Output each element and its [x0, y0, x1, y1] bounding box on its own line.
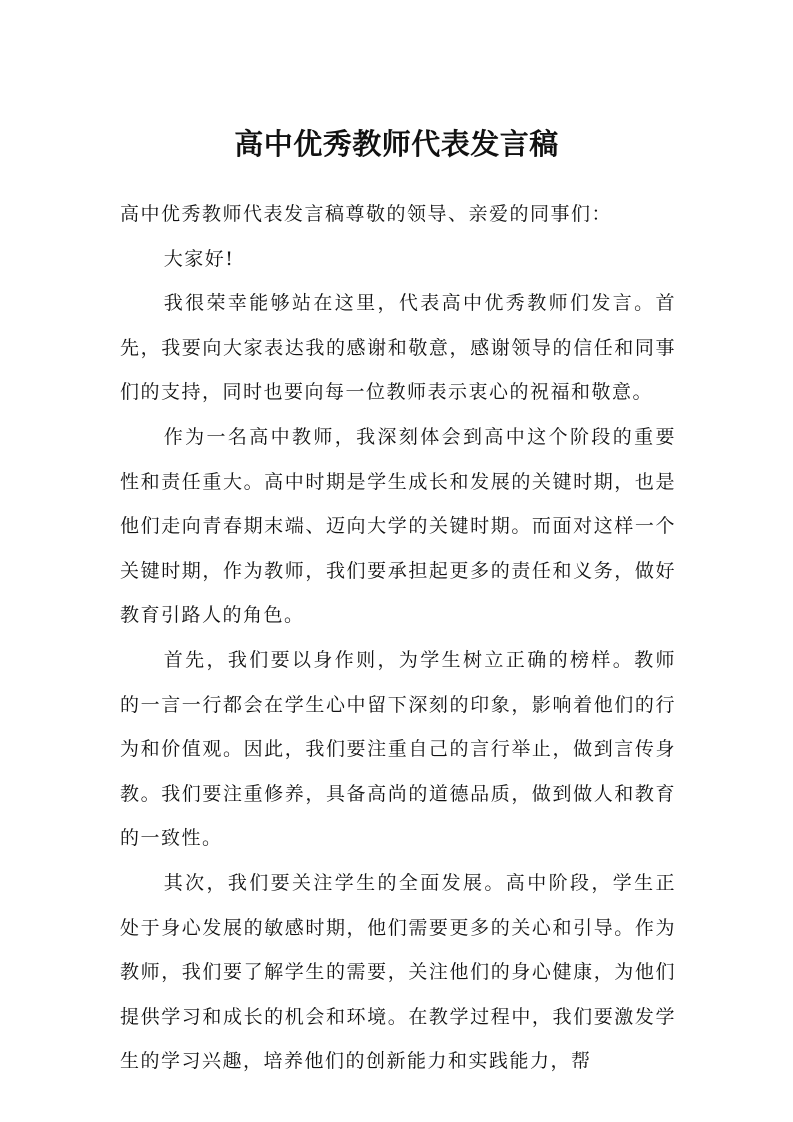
salutation-paragraph: 高中优秀教师代表发言稿尊敬的领导、亲爱的同事们： [120, 203, 613, 225]
body-paragraph: 其次，我们要关注学生的全面发展。高中阶段，学生正处于身心发展的敏感时期，他们需要更多的关心和引导。作为教师，我们要了解学生的需要，关注他们的身心健康，为他们提供学习和成长的机会和环境。在教学过程中，我们要激发学生的学习兴趣，培养他们的创新能力和实践能力，帮 [120, 871, 676, 1073]
document-body [120, 192, 676, 1084]
greeting-paragraph: 大家好! [163, 247, 235, 270]
document-title: 高中优秀教师代表发言稿 [234, 127, 559, 161]
body-paragraph: 作为一名高中教师，我深刻体会到高中这个阶段的重要性和责任重大。高中时期是学生成长和发展的关键时期，也是他们走向青春期末端、迈向大学的关键时期。而面对这样一个关键时期，作为教师，我们要承担起更多的责任和义务，做好教育引路人的角色。 [120, 425, 676, 627]
body-paragraph: 我很荣幸能够站在这里，代表高中优秀教师们发言。首先，我要向大家表达我的感谢和敬意，感谢领导的信任和同事们的支持，同时也要向每一位教师表示衷心的祝福和敬意。 [120, 292, 676, 404]
body-paragraph: 首先，我们要以身作则，为学生树立正确的榜样。教师的一言一行都会在学生心中留下深刻的印象，影响着他们的行为和价值观。因此，我们要注重自己的言行举止，做到言传身教。我们要注重修养，具备高尚的道德品质，做到做人和教育的一致性。 [120, 648, 676, 850]
